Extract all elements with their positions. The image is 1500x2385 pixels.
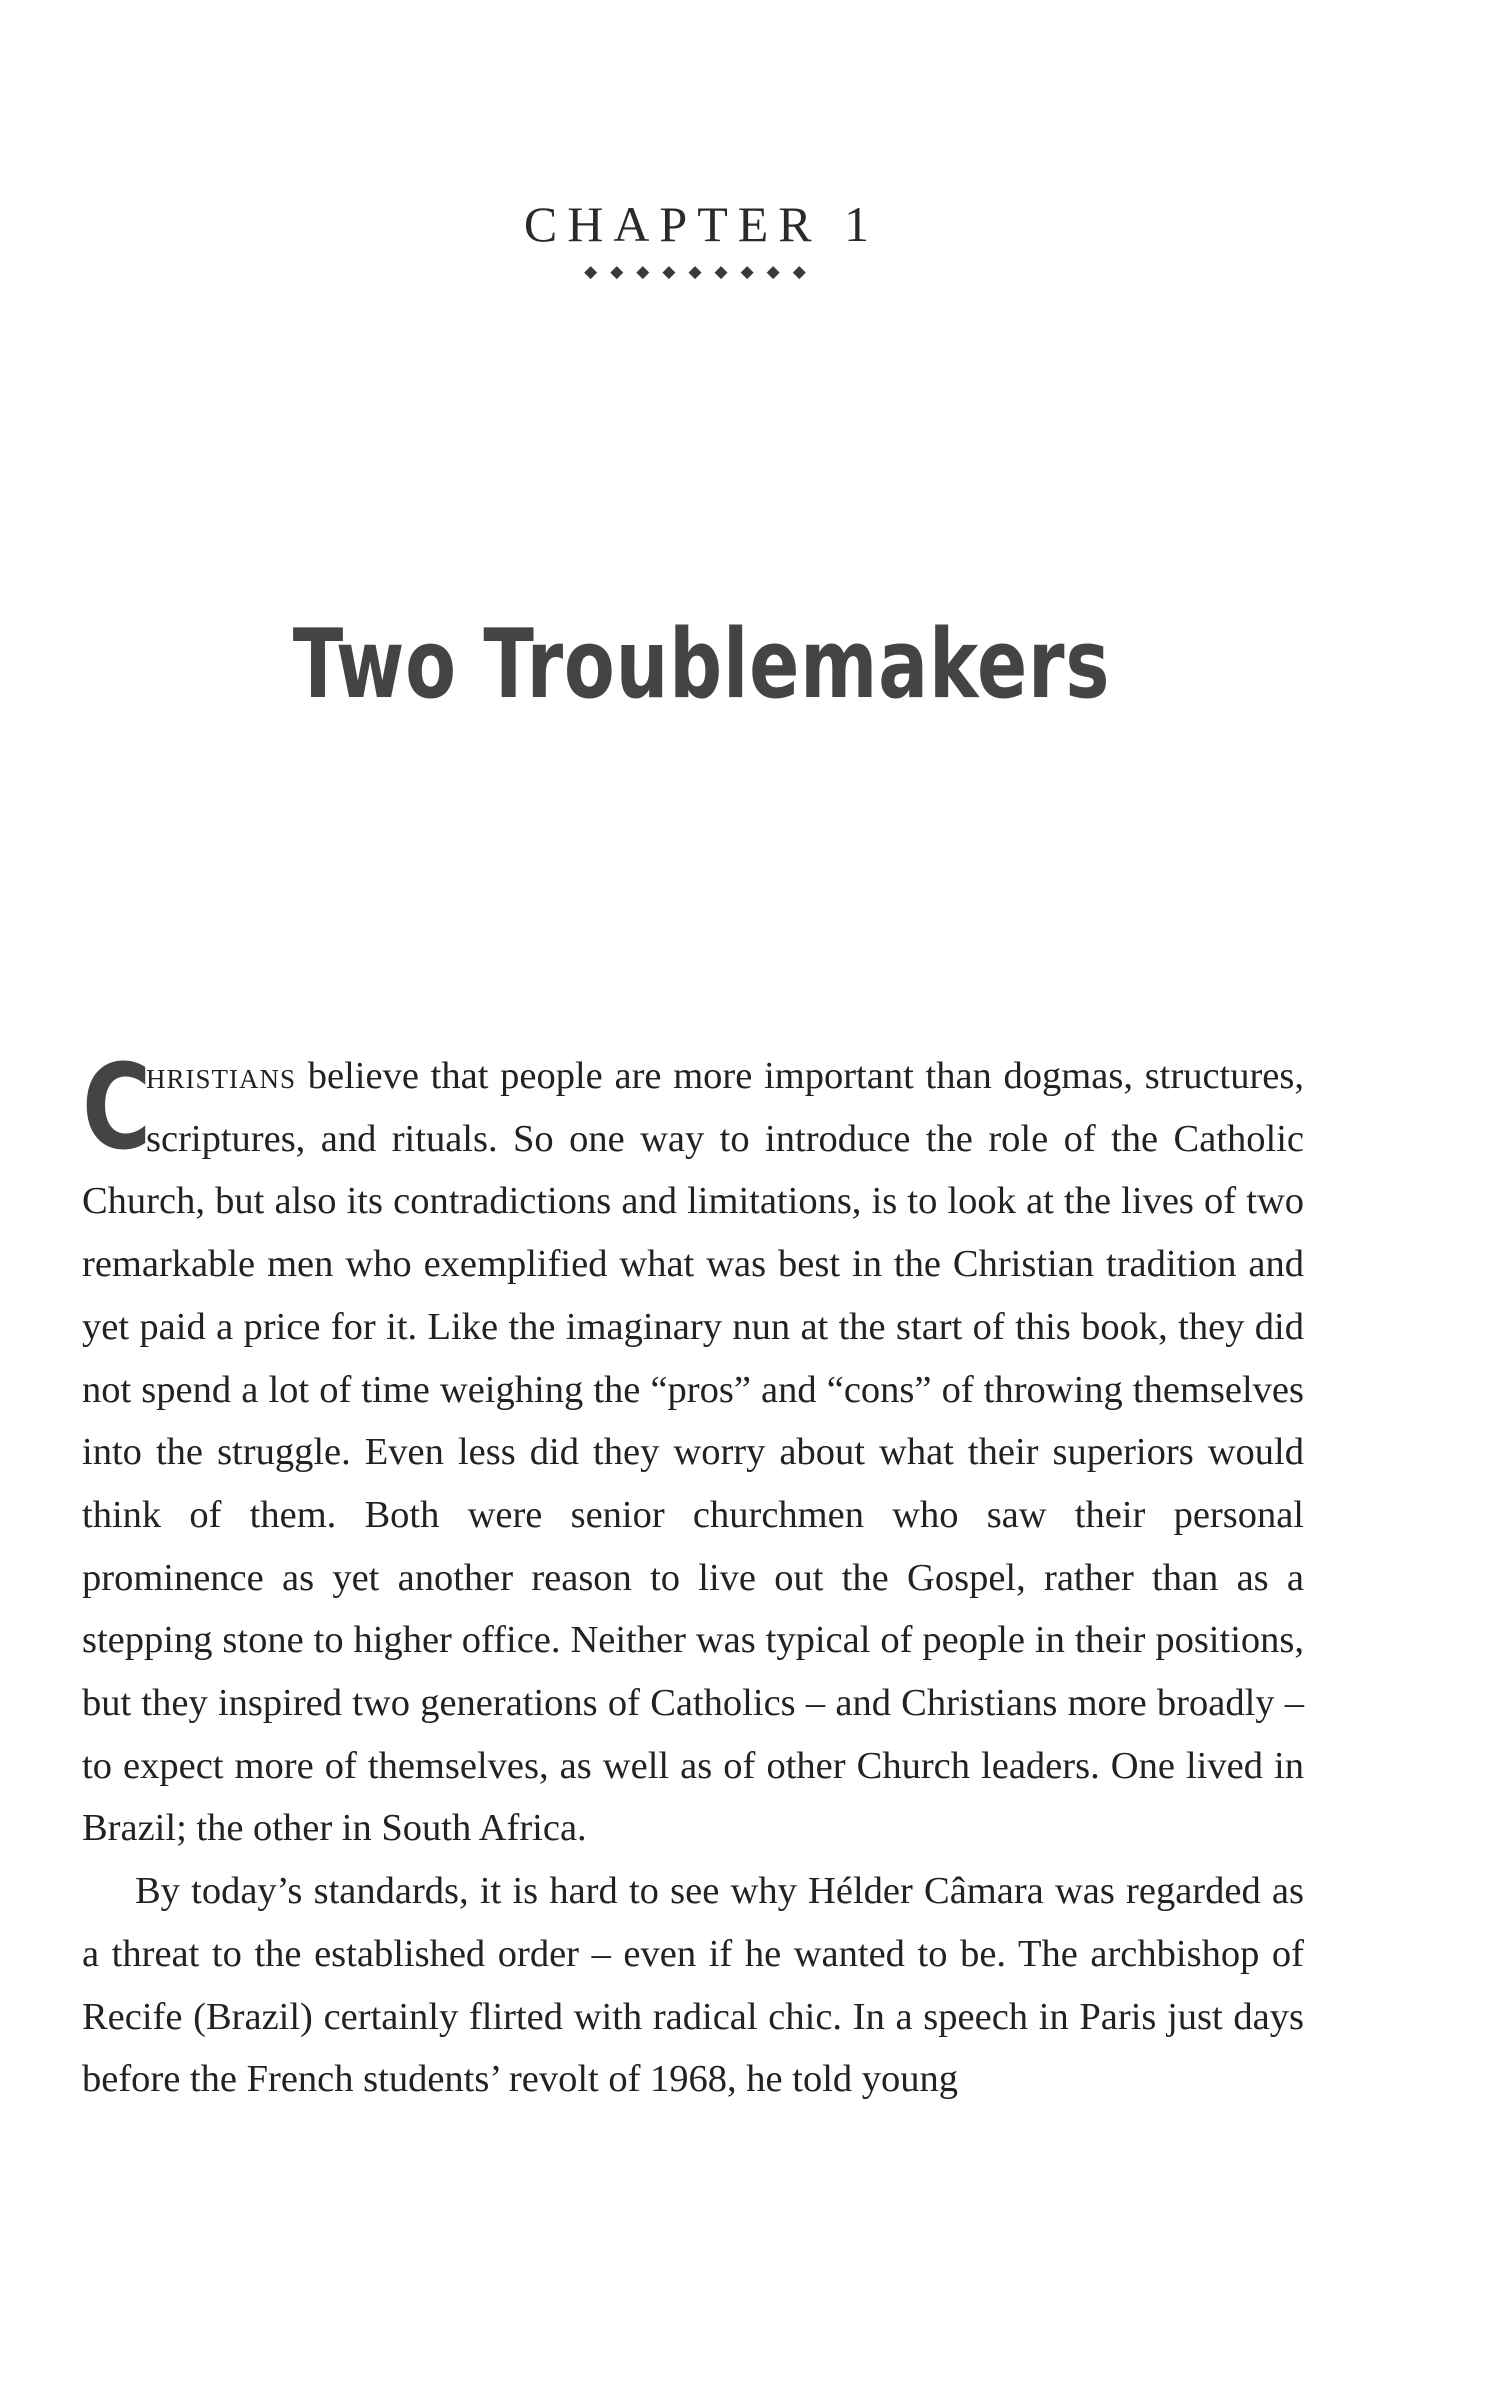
paragraph-1-text: believe that people are more important than dogmas, structures, scriptures, and rituals. So one way to introduce the role of the Catholic Church, but also its contradictions and limitations, is to look at the lives of two remarkable men who exemplified what was best in the Christian tradition and yet paid a price for it. Like the imaginary nun at the start of this book, they did not spend a lot of time weighing the “pros” and “cons” of throwing themselves into the struggle. Even less did they worry about what their superiors would think of them. Both were senior churchmen who saw their personal prominence as yet another reason to live out the Gospel, rather than as a stepping stone to higher office. Neither was typical of people in their positions, but they inspired two generations of Catholics – and Christians more broadly – to expect more of themselves, as well as of other Church leaders. One lived in Brazil; the other in South Africa. xyxy=(82,1055,1304,1850)
paragraph-2: By today’s standards, it is hard to see why Hélder Câmara was regarded as a threat to the established order – even if he wanted to be. The archbishop of Recife (Brazil) certainly flirted with radical chic. In a speech in Paris just days before the French students’ revolt of 1968, he told young xyxy=(82,1870,1304,2101)
chapter-label: CHAPTER 1 xyxy=(523,196,880,252)
ornament-divider: ◆◆◆◆◆◆◆◆◆ xyxy=(584,262,819,282)
drop-cap: C xyxy=(82,1038,152,1176)
body-text xyxy=(82,1038,1304,2111)
chapter-title: Two Troublemakers xyxy=(292,610,1111,720)
first-word-smallcaps: hristians xyxy=(146,1055,297,1097)
paragraph-1 xyxy=(82,1038,1304,1860)
